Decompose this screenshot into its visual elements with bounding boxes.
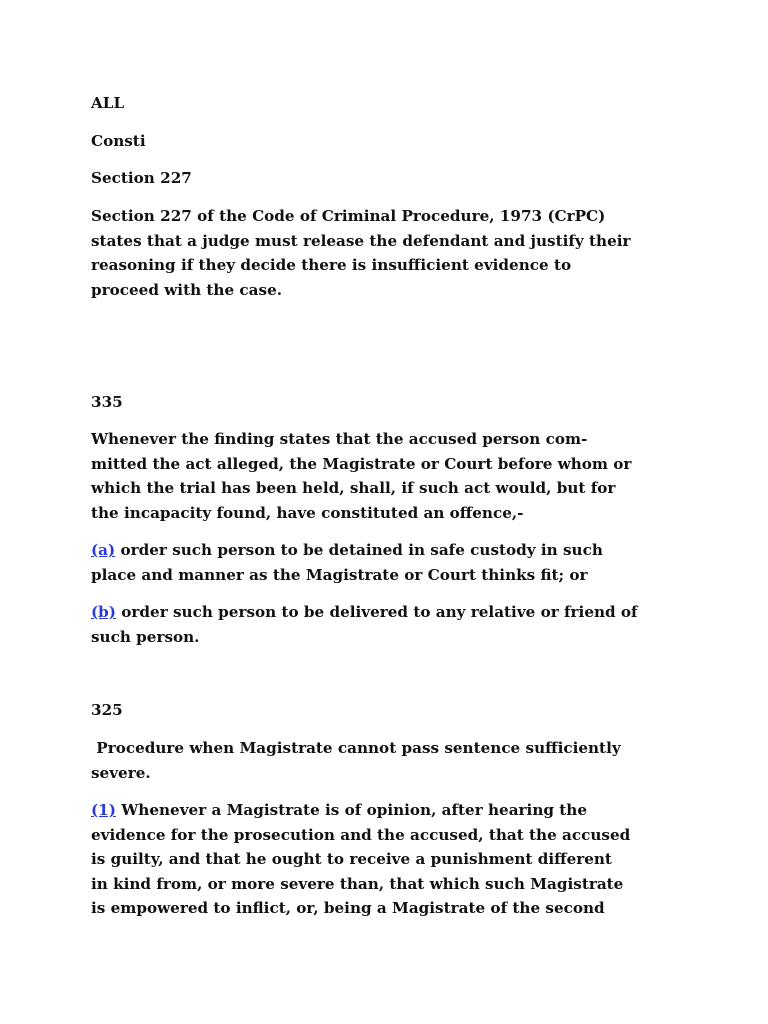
clause-a-link[interactable]: (a)	[91, 541, 116, 559]
paragraph-section-227	[91, 204, 691, 302]
clause-line: evidence for the prosecution and the accused, that the accused	[91, 825, 631, 844]
clause-line	[91, 798, 691, 823]
clause-1-link[interactable]: (1)	[91, 801, 116, 819]
clause-line: such person.	[91, 627, 200, 646]
clause-line: place and manner as the Magistrate or Court thinks fit; or	[91, 565, 588, 584]
paragraph-line: mitted the act alleged, the Magistrate or Court before whom or	[91, 454, 632, 473]
heading-325: 325	[91, 701, 123, 719]
paragraph-325-title	[91, 736, 691, 785]
clause-text: order such person to be detained in safe custody in such	[115, 541, 603, 559]
heading-all: ALL	[91, 94, 125, 112]
clause-a	[91, 538, 691, 587]
paragraph-line: the incapacity found, have constituted an offence,-	[91, 503, 524, 522]
heading-consti: Consti	[91, 132, 146, 150]
clause-line	[91, 600, 691, 625]
clause-1	[91, 798, 691, 921]
paragraph-line: severe.	[91, 763, 151, 782]
clause-line: is empowered to inflict, or, being a Magistrate of the second	[91, 899, 605, 917]
paragraph-line: proceed with the case.	[91, 280, 283, 299]
paragraph-line: states that a judge must release the defendant and justify their	[91, 231, 631, 250]
clause-text: order such person to be delivered to any relative or friend of	[116, 603, 638, 621]
clause-line: is guilty, and that he ought to receive a punishment different	[91, 850, 612, 868]
paragraph-line: Procedure when Magistrate cannot pass sentence sufficiently	[91, 739, 621, 757]
paragraph-line: Section 227 of the Code of Criminal Procedure, 1973 (CrPC)	[91, 207, 606, 225]
paragraph-line: Whenever the finding states that the accused person com-	[91, 430, 588, 448]
clause-text: Whenever a Magistrate is of opinion, after hearing the	[115, 801, 587, 819]
paragraph-line: which the trial has been held, shall, if such act would, but for	[91, 479, 616, 497]
heading-section-227: Section 227	[91, 169, 192, 187]
paragraph-335	[91, 427, 691, 525]
paragraph-line: reasoning if they decide there is insufficient evidence to	[91, 256, 572, 274]
clause-b	[91, 600, 691, 649]
clause-line	[91, 538, 691, 563]
clause-line: in kind from, or more severe than, that which such Magistrate	[91, 874, 624, 893]
clause-b-link[interactable]: (b)	[91, 603, 116, 621]
heading-335: 335	[91, 393, 123, 411]
